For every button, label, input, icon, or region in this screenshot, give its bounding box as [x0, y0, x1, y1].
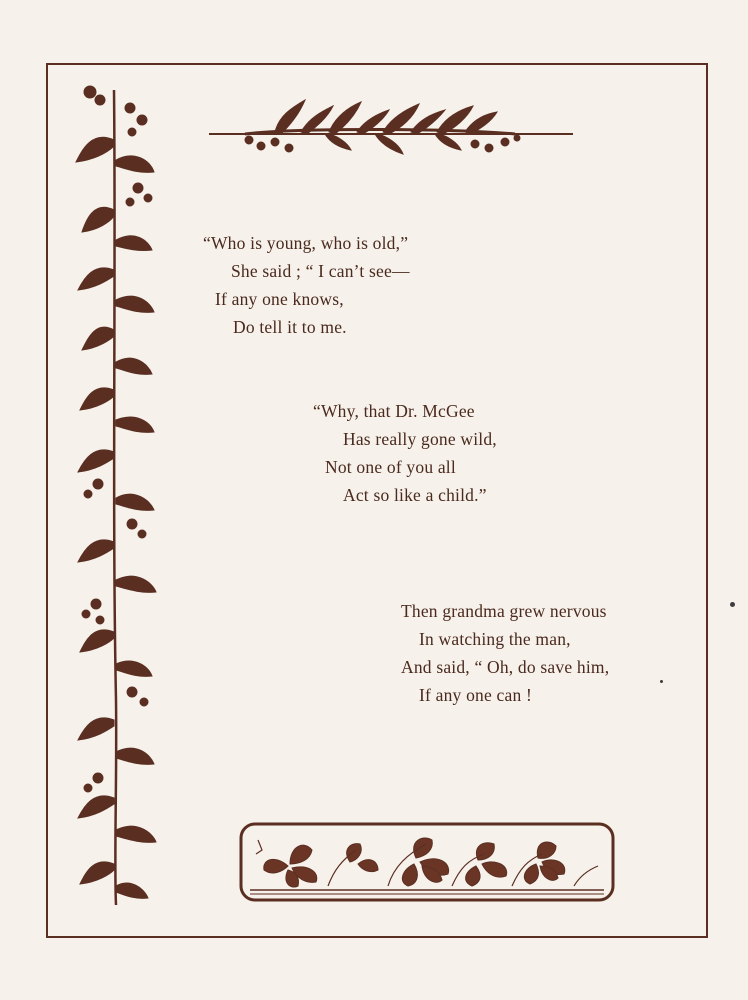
poem-line: If any one can !	[419, 685, 533, 705]
leafy-vine-icon	[72, 80, 158, 910]
poem-line: She said ; “ I can’t see—	[231, 261, 410, 281]
violet-panel-icon	[238, 820, 620, 908]
poem-line: Act so like a child.”	[343, 485, 487, 505]
poem-line: If any one knows,	[215, 289, 344, 309]
poem-line: Has really gone wild,	[343, 429, 497, 449]
stanza-3	[401, 597, 609, 709]
paper-speck	[660, 680, 663, 683]
poem-line: In watching the man,	[419, 629, 571, 649]
stanza-1	[203, 229, 410, 341]
sprig-icon	[205, 88, 577, 158]
poem-line: Then grandma grew nervous	[401, 601, 607, 621]
poem-line: And said, “ Oh, do save him,	[401, 657, 610, 677]
paper-speck	[730, 602, 735, 607]
poem-line: “Why, that Dr. McGee	[313, 401, 475, 421]
poem-line: Not one of you all	[325, 457, 456, 477]
stanza-2	[313, 397, 497, 509]
poem-line: Do tell it to me.	[233, 317, 347, 337]
poem-line: “Who is young, who is old,”	[203, 233, 409, 253]
